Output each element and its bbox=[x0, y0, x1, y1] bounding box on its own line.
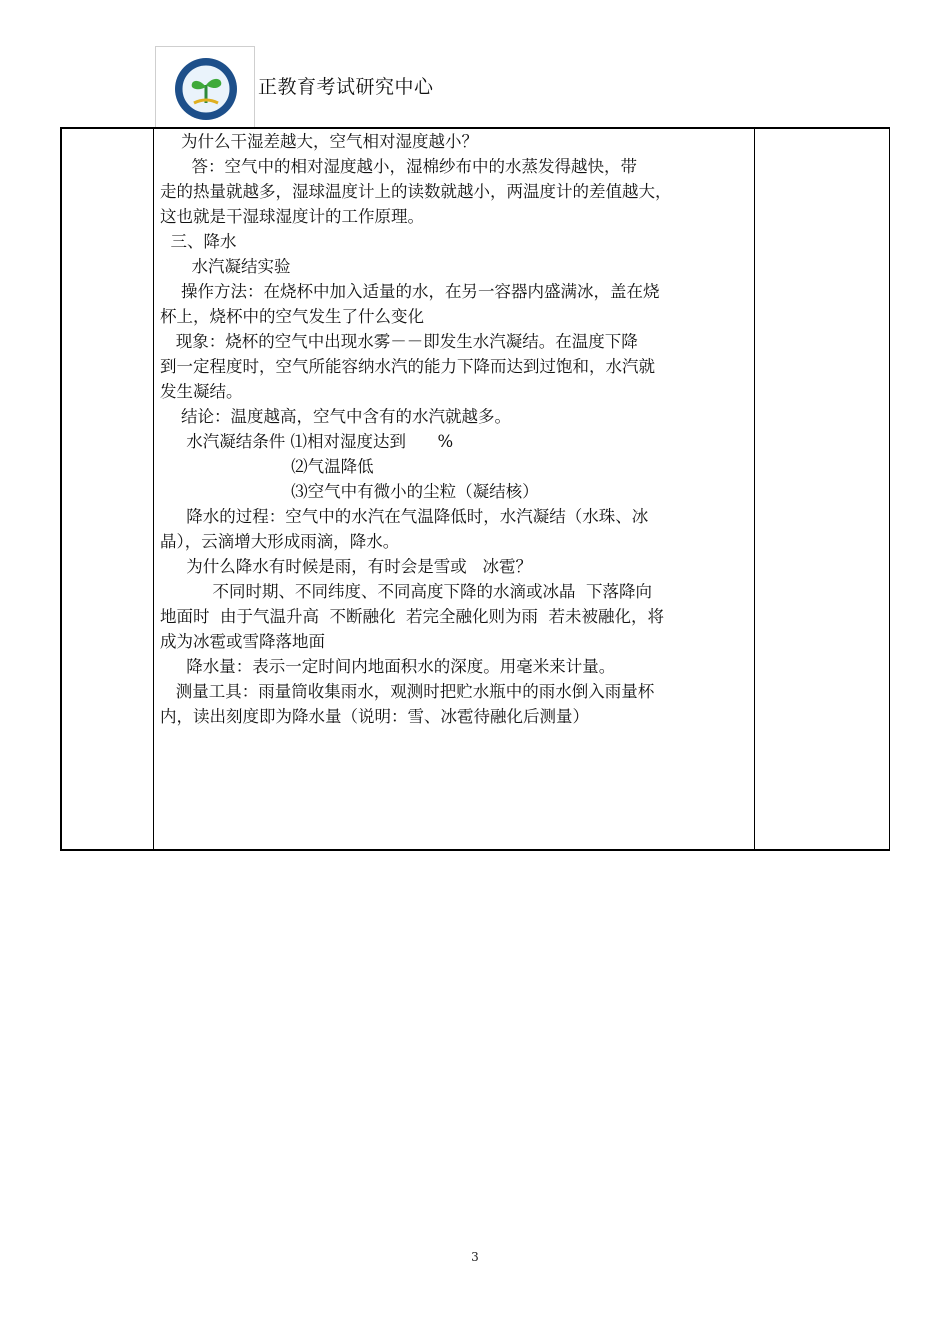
text-line: 水汽凝结条件 ⑴相对湿度达到 % bbox=[160, 432, 454, 451]
column-divider bbox=[153, 129, 154, 849]
text-line: 答：空气中的相对湿度越小，湿棉纱布中的水蒸发得越快，带 bbox=[160, 157, 637, 176]
logo bbox=[155, 46, 255, 128]
text-line: 为什么降水有时候是雨，有时会是雪或 冰雹？ bbox=[160, 557, 532, 576]
text-line: 现象：烧杯的空气中出现水雾－－即发生水汽凝结。在温度下降 bbox=[160, 332, 638, 351]
text-line: 杯上，烧杯中的空气发生了什么变化 bbox=[160, 307, 424, 326]
text-line: 不同时期、不同纬度、不同高度下降的水滴或冰晶 下落降向 bbox=[160, 582, 652, 601]
text-line: 降水的过程：空气中的水汽在气温降低时，水汽凝结（水珠、冰 bbox=[160, 507, 649, 526]
header-title: 正教育考试研究中心 bbox=[258, 76, 434, 98]
page-number: 3 bbox=[471, 1250, 479, 1264]
text-line: 测量工具：雨量筒收集雨水，观测时把贮水瓶中的雨水倒入雨量杯 bbox=[160, 682, 655, 701]
text-line: 这也就是干湿球湿度计的工作原理。 bbox=[160, 207, 424, 226]
text-line: ⑵气温降低 bbox=[160, 457, 374, 476]
text-line: ⑶空气中有微小的尘粒（凝结核） bbox=[160, 482, 539, 501]
text-line: 为什么干湿差越大，空气相对湿度越小？ bbox=[160, 132, 478, 151]
text-line: 水汽凝结实验 bbox=[160, 257, 291, 276]
text-line: 结论：温度越高，空气中含有的水汽就越多。 bbox=[160, 407, 511, 426]
text-line: 降水量：表示一定时间内地面积水的深度。用毫米来计量。 bbox=[160, 657, 616, 676]
text-line: 操作方法：在烧杯中加入适量的水，在另一容器内盛满冰，盖在烧 bbox=[160, 282, 660, 301]
lesson-content bbox=[160, 129, 748, 729]
text-line: 成为冰雹或雪降落地面 bbox=[160, 632, 325, 651]
text-line: 到一定程度时，空气所能容纳水汽的能力下降而达到过饱和，水汽就 bbox=[160, 357, 655, 376]
school-seedling-logo-icon bbox=[170, 55, 242, 123]
text-line: 走的热量就越多，湿球温度计上的读数就越小，两温度计的差值越大， bbox=[160, 182, 672, 201]
section-heading: 三、降水 bbox=[160, 232, 237, 251]
text-line: 晶），云滴增大形成雨滴，降水。 bbox=[160, 532, 400, 551]
text-line: 发生凝结。 bbox=[160, 382, 243, 401]
text-line: 地面时 由于气温升高 不断融化 若完全融化则为雨 若未被融化，将 bbox=[160, 607, 664, 626]
text-line: 内，读出刻度即为降水量（说明：雪、冰雹待融化后测量） bbox=[160, 707, 589, 726]
column-divider bbox=[754, 129, 755, 849]
